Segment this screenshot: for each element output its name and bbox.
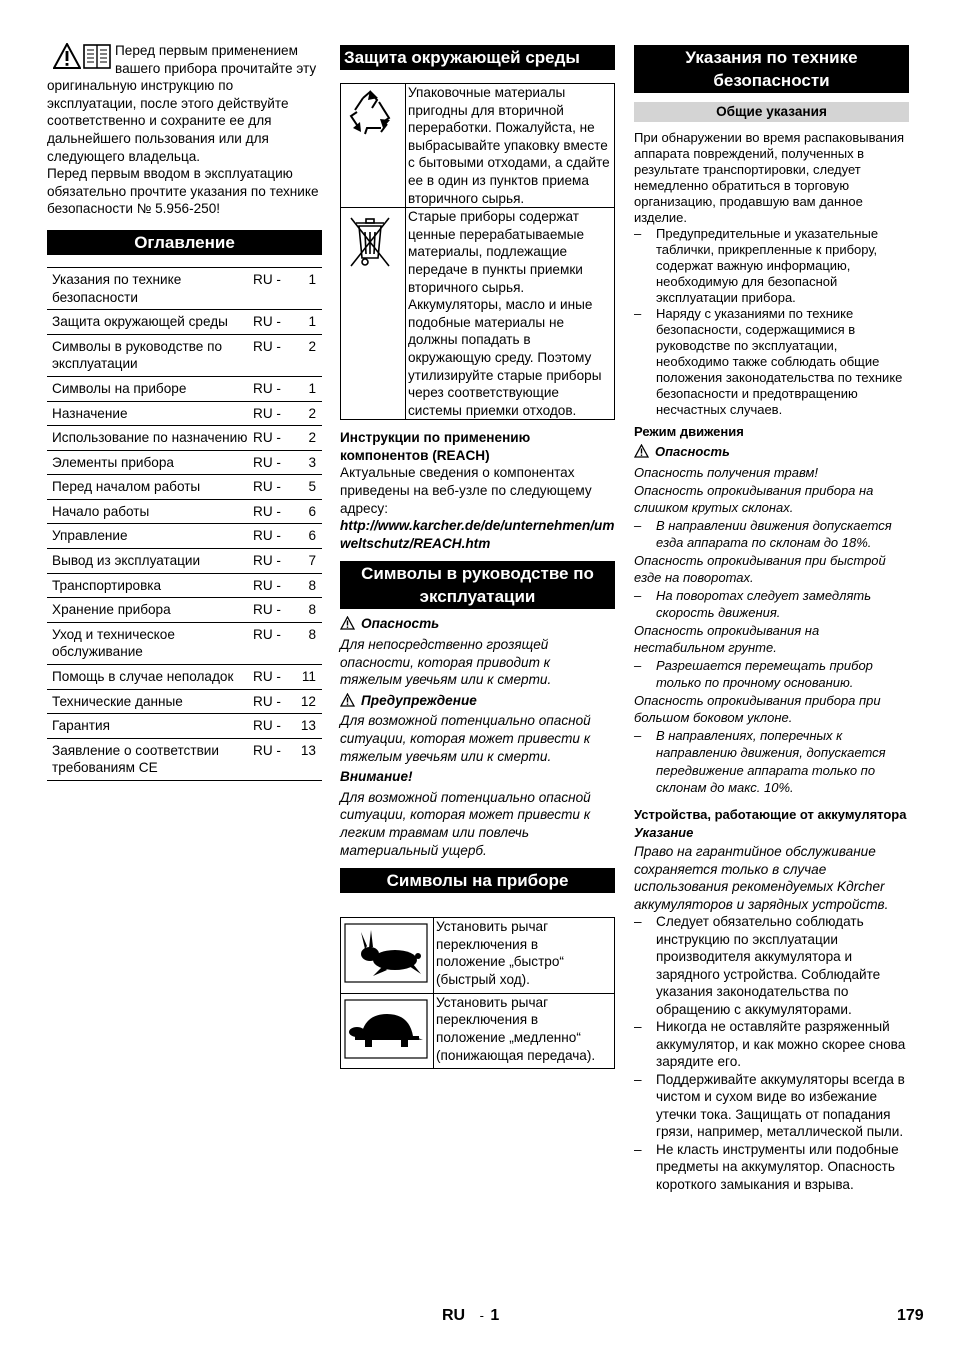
- list-item: – Предупредительные и указательные таблички, прикрепленные к прибору, содержат важную информацию, необходимую для безопасной эксплуатации прибора.: [634, 226, 909, 306]
- fast-text: Установить рычаг переключения в положение „быстро“ (быстрый ход).: [434, 918, 615, 994]
- toc-lang: RU -: [253, 376, 289, 401]
- toc-page: 6: [289, 499, 322, 524]
- manual-symbols-title: Символы в руководстве по эксплуатации: [340, 561, 615, 609]
- toc-lang: RU -: [253, 549, 289, 574]
- list-item: – Следует обязательно соблюдать инструкцию по эксплуатации производителя аккумулятора и зарядного устройства. Соблюдайте указания законодательства по обращению с аккумуляторами.: [634, 913, 909, 1018]
- list-item: – В направлениях, поперечных к направлению движения, допускается передвижение аппарата только по склонам до макс. 10%.: [634, 727, 909, 797]
- list-item: – В направлении движения допускается езда аппарата по склонам до 18%.: [634, 517, 909, 552]
- tip-ground-list: [634, 657, 909, 692]
- list-item: – Наряду с указаниями по технике безопасности, содержащимися в руководстве по эксплуатации, необходимо также соблюдать общие положения законодательства по технике безопасности и предотвращению несчастных случаев.: [634, 306, 909, 418]
- footer-separator: -: [479, 1308, 484, 1323]
- fast-cell: [341, 918, 434, 994]
- toc-label: Перед началом работы: [47, 475, 253, 500]
- toc-lang: RU -: [253, 310, 289, 335]
- toc-label: Хранение прибора: [47, 598, 253, 623]
- toc-row[interactable]: [47, 475, 322, 500]
- toc-page: 8: [289, 573, 322, 598]
- warning-text: Для возможной потенциально опасной ситуации, которая может привести к тяжелым увечьям или к смерти.: [340, 713, 591, 764]
- right-column: [634, 45, 909, 1193]
- toc-page: 13: [289, 714, 322, 739]
- toc-lang: RU -: [253, 524, 289, 549]
- toc-label: Транспортировка: [47, 573, 253, 598]
- note-label: Указание: [634, 825, 694, 840]
- list-item: – Поддерживайте аккумуляторы всегда в чистом и сухом виде во избежание утечки тока. Защищать от попадания грязи, например, металлической пыли.: [634, 1071, 909, 1141]
- crossed-bin-icon: [343, 212, 397, 270]
- toc-label: Указания по технике безопасности: [47, 267, 253, 309]
- toc-label: Символы в руководстве по эксплуатации: [47, 334, 253, 376]
- manual-book-icon: [83, 43, 111, 69]
- safety-title: Указания по технике безопасности: [634, 45, 909, 93]
- battery-title: Устройства, работающие от аккумулятора: [634, 806, 907, 822]
- warning-triangle-icon: [340, 693, 355, 707]
- toc-title: Оглавление: [47, 230, 322, 255]
- warning-triangle-icon: [634, 444, 649, 458]
- toc-row[interactable]: [47, 665, 322, 690]
- warning-triangle-icon: [53, 43, 81, 69]
- toc-label: Символы на приборе: [47, 376, 253, 401]
- environment-title: Защита окружающей среды: [340, 45, 615, 70]
- toc-row[interactable]: [47, 738, 322, 780]
- toc-lang: RU -: [253, 622, 289, 664]
- danger-text: Для непосредственно грозящей опасности, которая приводит к тяжелым увечьям или к смерти.: [340, 637, 552, 688]
- disposal-cell: [341, 208, 406, 420]
- toc-lang: RU -: [253, 738, 289, 780]
- toc-page: 3: [289, 450, 322, 475]
- driving-title: Режим движения: [634, 424, 744, 439]
- danger-label: Опасность: [340, 615, 615, 633]
- tip-turns-text: Опасность опрокидывания при быстрой езде на поворотах.: [634, 552, 886, 585]
- toc-page: 6: [289, 524, 322, 549]
- slow-cell: [341, 993, 434, 1069]
- toc-row[interactable]: [47, 499, 322, 524]
- note-text: Право на гарантийное обслуживание сохраняется только в случае использования рекомендуемых Kдrcher аккумуляторов и зарядных устройств.: [634, 844, 889, 912]
- toc-row[interactable]: [47, 714, 322, 739]
- left-column: [47, 40, 322, 781]
- recycle-text: Упаковочные материалы пригодны для вторичной переработки. Пожалуйста, не выбрасывайте упаковку вместе с бытовыми отходами, а сдайте ее в один из пунктов приема вторичного сырья.: [406, 84, 615, 208]
- tip-ground-text: Опасность опрокидывания на нестабильном грунте.: [634, 622, 820, 655]
- toc-row[interactable]: [47, 401, 322, 426]
- list-item: – Не класть инструменты или подобные предметы на аккумулятор. Опасность короткого замыкания и взрыва.: [634, 1141, 909, 1194]
- middle-column: [340, 45, 615, 1069]
- intro-text-first: Перед первым применением вашего прибора прочитайте эту оригинальную инструкцию по эксплуатации, после этого действуйте соответственно и сохраните ее для дальнейшего пользования или для следующего владельца.: [47, 43, 317, 164]
- toc-page: 8: [289, 598, 322, 623]
- tip-slopes-list: [634, 517, 909, 552]
- driving-danger-label: Опасность: [634, 444, 909, 460]
- disposal-text: Старые приборы содержат ценные перерабатываемые материалы, подлежащие передаче в пункты приемки вторичного сырья. Аккумуляторы, масло и иные подобные материалы не должны попадать в окружающую среду. Поэтому утилизируйте старые приборы через соответствующие системы приемки отходов.: [406, 208, 615, 420]
- toc-lang: RU -: [253, 334, 289, 376]
- reach-heading: Инструкции по применению компонентов (REACH): [340, 430, 531, 463]
- reach-link[interactable]: http://www.karcher.de/de/unternehmen/umweltschutz/REACH.htm: [340, 518, 615, 551]
- toc-label: Вывод из эксплуатации: [47, 549, 253, 574]
- toc-page: 2: [289, 401, 322, 426]
- footer-lang-code: RU: [442, 1307, 466, 1324]
- toc-lang: RU -: [253, 499, 289, 524]
- toc-row[interactable]: [47, 598, 322, 623]
- toc-row[interactable]: [47, 376, 322, 401]
- toc-lang: RU -: [253, 475, 289, 500]
- toc-row[interactable]: [47, 310, 322, 335]
- warning-triangle-icon: [340, 616, 355, 630]
- list-item: – На поворотах следует замедлять скорость движения.: [634, 587, 909, 622]
- toc-row[interactable]: [47, 622, 322, 664]
- recycle-cell: [341, 84, 406, 208]
- general-list: [634, 226, 909, 418]
- toc-row[interactable]: [47, 267, 322, 309]
- hare-icon: [343, 922, 429, 984]
- toc-lang: RU -: [253, 450, 289, 475]
- toc-page: 7: [289, 549, 322, 574]
- recycle-icon: [343, 88, 397, 142]
- device-symbols-table: [340, 917, 615, 1069]
- battery-list: [634, 913, 909, 1193]
- caution-text: Для возможной потенциально опасной ситуации, которая может привести к легким травмам или повлечь материальный ущерб.: [340, 789, 591, 858]
- environment-table: [340, 83, 615, 420]
- tip-slopes-text: Опасность опрокидывания прибора на слишком крутых склонах.: [634, 482, 874, 515]
- list-item: – Никогда не оставляйте разряженный аккумулятор, и как можно скорее снова зарядите его.: [634, 1018, 909, 1071]
- tip-turns-list: [634, 587, 909, 622]
- general-title: Общие указания: [634, 102, 909, 122]
- toc-label: Защита окружающей среды: [47, 310, 253, 335]
- warning-label: Предупреждение: [340, 692, 615, 710]
- toc-page: 1: [289, 267, 322, 309]
- toc-label: Заявление о соответствии требованиям CE: [47, 738, 253, 780]
- intro-notice: [47, 40, 322, 218]
- tip-side-text: Опасность опрокидывания прибора при большом боковом уклоне.: [634, 692, 881, 725]
- toc-label: Гарантия: [47, 714, 253, 739]
- toc-row[interactable]: [47, 689, 322, 714]
- toc-lang: RU -: [253, 573, 289, 598]
- toc-page: 2: [289, 334, 322, 376]
- toc-lang: RU -: [253, 426, 289, 451]
- toc-row[interactable]: [47, 573, 322, 598]
- toc-row[interactable]: [47, 426, 322, 451]
- toc-page: 12: [289, 689, 322, 714]
- toc-row[interactable]: [47, 334, 322, 376]
- toc-page: 2: [289, 426, 322, 451]
- caution-label: Внимание!: [340, 769, 413, 785]
- reach-text: Актуальные сведения о компонентах приведены на веб-узле по следующему адресу:: [340, 465, 592, 516]
- intro-icons: [53, 43, 111, 69]
- tip-side-list: [634, 727, 909, 797]
- toc-lang: RU -: [253, 665, 289, 690]
- toc-label: Назначение: [47, 401, 253, 426]
- injury-text: Опасность получения травм!: [634, 465, 819, 480]
- toc-lang: RU -: [253, 401, 289, 426]
- footer-page-total: 179: [897, 1307, 924, 1324]
- toc-page: 8: [289, 622, 322, 664]
- slow-text: Установить рычаг переключения в положение „медленно“ (понижающая передача).: [434, 993, 615, 1069]
- toc-label: Начало работы: [47, 499, 253, 524]
- toc-lang: RU -: [253, 714, 289, 739]
- toc-label: Использование по назначению: [47, 426, 253, 451]
- toc-lang: RU -: [253, 267, 289, 309]
- toc-label: Технические данные: [47, 689, 253, 714]
- toc-page: 11: [289, 665, 322, 690]
- toc-lang: RU -: [253, 598, 289, 623]
- toc-label: Элементы прибора: [47, 450, 253, 475]
- toc-row[interactable]: [47, 524, 322, 549]
- toc-table: [47, 267, 322, 781]
- list-item: – Разрешается перемещать прибор только по прочному основанию.: [634, 657, 909, 692]
- toc-page: 13: [289, 738, 322, 780]
- footer-lang: [442, 1307, 499, 1325]
- toc-label: Уход и техническое обслуживание: [47, 622, 253, 664]
- toc-page: 5: [289, 475, 322, 500]
- general-text: При обнаружении во время распаковывания аппарата повреждений, полученных в результате транспортировки, следует немедленно обратиться в торговую организацию, продавшую вам данное изделие.: [634, 130, 905, 225]
- toc-page: 1: [289, 310, 322, 335]
- toc-page: 1: [289, 376, 322, 401]
- toc-lang: RU -: [253, 689, 289, 714]
- device-symbols-title: Символы на приборе: [340, 868, 615, 893]
- footer-page-local: 1: [490, 1307, 500, 1324]
- toc-row[interactable]: [47, 549, 322, 574]
- toc-label: Помощь в случае неполадок: [47, 665, 253, 690]
- toc-label: Управление: [47, 524, 253, 549]
- intro-text-second: Перед первым вводом в эксплуатацию обязательно прочтите указания по технике безопасности № 5.956-250!: [47, 166, 319, 217]
- turtle-icon: [343, 998, 429, 1060]
- toc-row[interactable]: [47, 450, 322, 475]
